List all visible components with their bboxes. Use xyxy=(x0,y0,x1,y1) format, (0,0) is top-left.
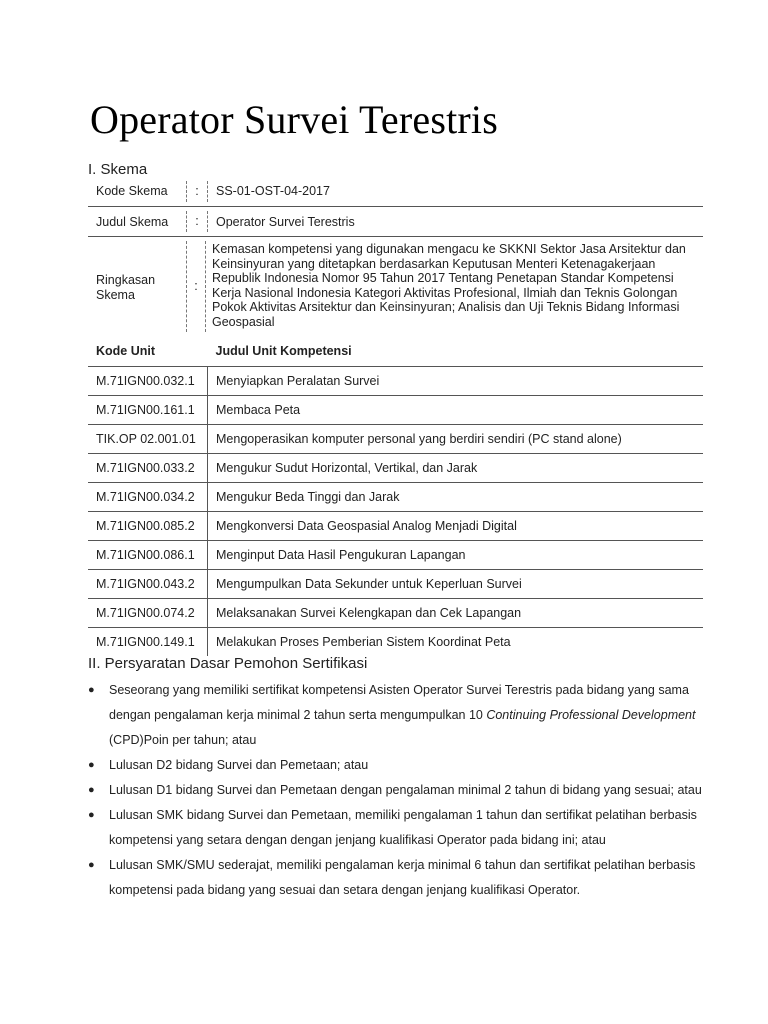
unit-title: Melakukan Proses Pemberian Sistem Koordinat Peta xyxy=(216,635,511,649)
list-item xyxy=(88,803,708,853)
unit-title: Mengumpulkan Data Sekunder untuk Keperluan Survei xyxy=(208,570,704,599)
unit-code: M.71IGN00.074.2 xyxy=(88,599,208,628)
section-heading-persyaratan: II. Persyaratan Dasar Pemohon Sertifikasi xyxy=(88,655,368,672)
unit-code: M.71IGN00.034.2 xyxy=(88,483,208,512)
schema-separator: : xyxy=(186,181,208,202)
unit-title: Melaksanakan Survei Kelengkapan dan Cek Lapangan xyxy=(208,599,704,628)
schema-separator: : xyxy=(186,211,208,232)
unit-code: M.71IGN00.043.2 xyxy=(88,570,208,599)
bullet-icon: ● xyxy=(88,859,95,871)
unit-code: M.71IGN00.161.1 xyxy=(88,396,208,425)
list-item xyxy=(88,853,708,903)
schema-table xyxy=(88,177,703,336)
unit-title: Menginput Data Hasil Pengukuran Lapangan xyxy=(208,541,704,570)
schema-row-ringkasan xyxy=(88,237,703,336)
section-heading-skema: I. Skema xyxy=(88,161,148,178)
unit-title: Mengukur Sudut Horizontal, Vertikal, dan Jarak xyxy=(208,454,704,483)
table-row xyxy=(88,570,703,599)
unit-title: Mengkonversi Data Geospasial Analog Menjadi Digital xyxy=(208,512,704,541)
schema-value: Kemasan kompetensi yang digunakan mengacu ke SKKNI Sektor Jasa Arsitektur dan Keinsinyuran yang ditetapkan berdasarkan Keputusan Menteri Ketenagakerjaan Republik Indonesia Nomor 95 Tahun 2017 Tentang Penetapan Standar Kompetensi Kerja Nasional Indonesia Kategori Aktivitas Profesional, Ilmiah dan Teknis Golongan Pokok Aktivitas Arsitektur dan Keinsinyuran; Analisis dan Uji Teknis Bidang Informasi Geospasial xyxy=(212,242,686,329)
schema-label: Ringkasan Skema xyxy=(96,273,156,302)
column-header-judul-unit: Judul Unit Kompetensi xyxy=(208,335,704,367)
list-item xyxy=(88,753,708,778)
schema-label: Judul Skema xyxy=(96,215,169,229)
table-row xyxy=(88,512,703,541)
unit-code: TIK.OP 02.001.01 xyxy=(88,425,208,454)
schema-label: Kode Skema xyxy=(96,184,168,198)
requirement-text: (CPD)Poin per tahun; atau xyxy=(109,733,257,747)
table-header-row xyxy=(88,335,703,367)
bullet-icon: ● xyxy=(88,684,95,696)
table-row xyxy=(88,454,703,483)
table-row xyxy=(88,628,703,657)
column-header-kode-unit: Kode Unit xyxy=(88,335,208,367)
unit-code: M.71IGN00.086.1 xyxy=(88,541,208,570)
schema-row-judul xyxy=(88,207,703,237)
table-row xyxy=(88,425,703,454)
list-item xyxy=(88,678,708,753)
competency-unit-table xyxy=(88,335,703,656)
requirement-text: Lulusan SMK/SMU sederajat, memiliki pengalaman kerja minimal 6 tahun dan sertifikat pelatihan berbasis kompetensi pada bidang yang sesuai dan setara dengan jenjang kualifikasi Operator. xyxy=(109,858,696,897)
requirement-italic-text: Continuing Professional Development xyxy=(486,708,696,722)
table-row xyxy=(88,483,703,512)
bullet-icon: ● xyxy=(88,809,95,821)
schema-value: SS-01-OST-04-2017 xyxy=(216,184,330,198)
page-title: Operator Survei Terestris xyxy=(90,97,499,142)
table-row xyxy=(88,396,703,425)
requirement-text: Lulusan D1 bidang Survei dan Pemetaan dengan pengalaman minimal 2 tahun di bidang yang sesuai; atau xyxy=(109,783,702,797)
table-row xyxy=(88,599,703,628)
bullet-icon: ● xyxy=(88,784,95,796)
unit-title: Menyiapkan Peralatan Survei xyxy=(208,367,704,396)
schema-row-kode xyxy=(88,177,703,207)
unit-code: M.71IGN00.032.1 xyxy=(88,367,208,396)
requirement-text: Lulusan SMK bidang Survei dan Pemetaan, memiliki pengalaman 1 tahun dan sertifikat pelatihan berbasis kompetensi yang setara dengan dengan jenjang kualifikasi Operator pada bidang ini; atau xyxy=(109,808,697,847)
requirements-list xyxy=(88,678,708,903)
bullet-icon: ● xyxy=(88,759,95,771)
requirement-text: Seseorang yang memiliki sertifikat kompetensi Asisten Operator Survei Terestris pada bidang yang sama dengan pengalaman kerja minimal 2 tahun serta mengumpulkan 10 xyxy=(109,683,689,722)
unit-title: Mengukur Beda Tinggi dan Jarak xyxy=(208,483,704,512)
requirement-text: Lulusan D2 bidang Survei dan Pemetaan; atau xyxy=(109,758,369,772)
schema-value: Operator Survei Terestris xyxy=(216,215,355,229)
list-item xyxy=(88,778,708,803)
unit-code: M.71IGN00.033.2 xyxy=(88,454,208,483)
table-row xyxy=(88,541,703,570)
unit-code: M.71IGN00.085.2 xyxy=(88,512,208,541)
unit-title: Membaca Peta xyxy=(208,396,704,425)
table-row xyxy=(88,367,703,396)
schema-separator: : xyxy=(186,241,206,332)
unit-title: Mengoperasikan komputer personal yang berdiri sendiri (PC stand alone) xyxy=(208,425,704,454)
unit-code: M.71IGN00.149.1 xyxy=(88,628,208,657)
